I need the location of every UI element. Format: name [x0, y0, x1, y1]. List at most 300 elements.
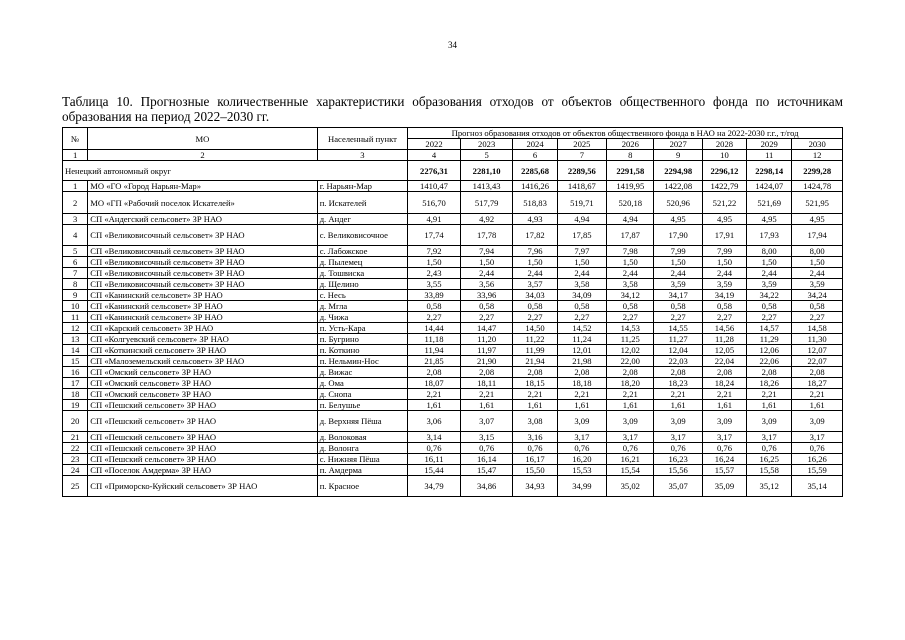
forecast-value: 22,03 [654, 356, 702, 367]
forecast-value: 0,58 [792, 301, 843, 312]
forecast-value: 14,58 [792, 323, 843, 334]
forecast-value: 2,27 [747, 312, 792, 323]
forecast-value: 1,61 [702, 400, 746, 411]
forecast-value: 2,21 [513, 389, 557, 400]
forecast-value: 3,15 [460, 432, 513, 443]
row-number: 5 [63, 246, 88, 257]
page-number: 34 [448, 40, 457, 50]
settlement-name: д. Тошвиска [317, 268, 408, 279]
forecast-value: 33,96 [460, 290, 513, 301]
settlement-name: д. Снопа [317, 389, 408, 400]
forecast-value: 11,30 [792, 334, 843, 345]
forecast-value: 14,47 [460, 323, 513, 334]
total-label: Ненецкий автономный округ [63, 161, 408, 181]
row-number: 1 [63, 181, 88, 192]
table-row [63, 432, 843, 443]
column-index-cell: 11 [747, 150, 792, 161]
forecast-value: 34,09 [557, 290, 606, 301]
total-value: 2276,31 [408, 161, 461, 181]
forecast-value: 18,11 [460, 378, 513, 389]
forecast-value: 520,18 [607, 192, 654, 214]
forecast-value: 520,96 [654, 192, 702, 214]
forecast-value: 518,83 [513, 192, 557, 214]
forecast-value: 16,14 [460, 454, 513, 465]
header-num: № [63, 128, 88, 150]
municipality-name: СП «Канинский сельсовет» ЗР НАО [88, 301, 317, 312]
forecast-value: 21,85 [408, 356, 461, 367]
forecast-value: 2,21 [654, 389, 702, 400]
total-value: 2296,12 [702, 161, 746, 181]
municipality-name: МО «ГП «Рабочий поселок Искателей» [88, 192, 317, 214]
forecast-value: 4,95 [654, 214, 702, 225]
forecast-value: 519,71 [557, 192, 606, 214]
table-row [63, 301, 843, 312]
forecast-value: 1,61 [747, 400, 792, 411]
forecast-value: 2,27 [460, 312, 513, 323]
forecast-value: 1,61 [654, 400, 702, 411]
forecast-value: 2,44 [513, 268, 557, 279]
forecast-value: 35,09 [702, 476, 746, 497]
row-number: 8 [63, 279, 88, 290]
forecast-value: 14,56 [702, 323, 746, 334]
header-settlement: Населенный пункт [317, 128, 408, 150]
header-year-2027: 2027 [654, 139, 702, 150]
municipality-name: СП «Поселок Амдерма» ЗР НАО [88, 465, 317, 476]
forecast-value: 17,85 [557, 225, 606, 246]
forecast-value: 2,21 [792, 389, 843, 400]
forecast-value: 8,00 [747, 246, 792, 257]
municipality-name: СП «Великовисочный сельсовет» ЗР НАО [88, 225, 317, 246]
forecast-value: 2,44 [460, 268, 513, 279]
forecast-value: 7,97 [557, 246, 606, 257]
forecast-value: 17,87 [607, 225, 654, 246]
forecast-value: 17,74 [408, 225, 461, 246]
forecast-value: 3,59 [747, 279, 792, 290]
row-number: 14 [63, 345, 88, 356]
forecast-value: 0,58 [408, 301, 461, 312]
forecast-value: 11,28 [702, 334, 746, 345]
municipality-name: СП «Андегский сельсовет» ЗР НАО [88, 214, 317, 225]
forecast-value: 34,86 [460, 476, 513, 497]
forecast-value: 1416,26 [513, 181, 557, 192]
settlement-name: п. Бугрино [317, 334, 408, 345]
forecast-value: 34,12 [607, 290, 654, 301]
municipality-name: СП «Омский сельсовет» ЗР НАО [88, 378, 317, 389]
row-number: 24 [63, 465, 88, 476]
forecast-value: 18,20 [607, 378, 654, 389]
table-row [63, 181, 843, 192]
forecast-value: 12,01 [557, 345, 606, 356]
forecast-value: 4,95 [702, 214, 746, 225]
header-year-2026: 2026 [607, 139, 654, 150]
settlement-name: с. Несь [317, 290, 408, 301]
forecast-value: 2,08 [513, 367, 557, 378]
forecast-value: 12,06 [747, 345, 792, 356]
forecast-value: 2,21 [747, 389, 792, 400]
table-row [63, 225, 843, 246]
forecast-value: 1,50 [557, 257, 606, 268]
municipality-name: СП «Приморско-Куйский сельсовет» ЗР НАО [88, 476, 317, 497]
forecast-value: 0,58 [747, 301, 792, 312]
settlement-name: д. Ома [317, 378, 408, 389]
settlement-name: п. Белушье [317, 400, 408, 411]
forecast-value: 3,17 [654, 432, 702, 443]
forecast-value: 3,58 [607, 279, 654, 290]
column-index-cell: 6 [513, 150, 557, 161]
total-row [63, 161, 843, 181]
forecast-value: 16,25 [747, 454, 792, 465]
municipality-name: СП «Омский сельсовет» ЗР НАО [88, 389, 317, 400]
header-row-1 [63, 128, 843, 139]
table-row [63, 192, 843, 214]
forecast-value: 0,58 [607, 301, 654, 312]
column-index-cell: 9 [654, 150, 702, 161]
forecast-value: 34,22 [747, 290, 792, 301]
forecast-value: 18,15 [513, 378, 557, 389]
row-number: 7 [63, 268, 88, 279]
table-row [63, 257, 843, 268]
forecast-value: 3,56 [460, 279, 513, 290]
municipality-name: СП «Пешский сельсовет» ЗР НАО [88, 400, 317, 411]
row-number: 21 [63, 432, 88, 443]
forecast-value: 2,21 [460, 389, 513, 400]
row-number: 11 [63, 312, 88, 323]
forecast-value: 2,08 [747, 367, 792, 378]
forecast-value: 3,17 [702, 432, 746, 443]
forecast-value: 15,56 [654, 465, 702, 476]
forecast-value: 2,44 [654, 268, 702, 279]
forecast-value: 0,58 [654, 301, 702, 312]
settlement-name: д. Щелино [317, 279, 408, 290]
forecast-value: 18,07 [408, 378, 461, 389]
forecast-value: 17,91 [702, 225, 746, 246]
forecast-value: 11,24 [557, 334, 606, 345]
municipality-name: СП «Пешский сельсовет» ЗР НАО [88, 432, 317, 443]
table-row [63, 323, 843, 334]
forecast-value: 22,06 [747, 356, 792, 367]
row-number: 13 [63, 334, 88, 345]
header-year-2029: 2029 [747, 139, 792, 150]
forecast-value: 2,27 [607, 312, 654, 323]
forecast-value: 4,92 [460, 214, 513, 225]
forecast-value: 0,58 [513, 301, 557, 312]
forecast-value: 21,90 [460, 356, 513, 367]
forecast-value: 521,95 [792, 192, 843, 214]
forecast-value: 7,94 [460, 246, 513, 257]
forecast-value: 17,93 [747, 225, 792, 246]
header-mo: МО [88, 128, 317, 150]
forecast-value: 2,27 [792, 312, 843, 323]
forecast-value: 1410,47 [408, 181, 461, 192]
forecast-value: 2,27 [654, 312, 702, 323]
forecast-value: 3,06 [408, 411, 461, 432]
forecast-value: 16,24 [702, 454, 746, 465]
forecast-value: 18,26 [747, 378, 792, 389]
table-row [63, 268, 843, 279]
forecast-value: 0,76 [654, 443, 702, 454]
table-row [63, 411, 843, 432]
forecast-value: 3,59 [654, 279, 702, 290]
forecast-value: 2,27 [513, 312, 557, 323]
settlement-name: п. Нельмин-Нос [317, 356, 408, 367]
row-number: 12 [63, 323, 88, 334]
forecast-value: 16,21 [607, 454, 654, 465]
municipality-name: СП «Омский сельсовет» ЗР НАО [88, 367, 317, 378]
forecast-value: 11,20 [460, 334, 513, 345]
forecast-value: 16,23 [654, 454, 702, 465]
forecast-value: 8,00 [792, 246, 843, 257]
forecast-value: 4,94 [557, 214, 606, 225]
forecast-value: 2,27 [702, 312, 746, 323]
forecast-value: 4,95 [747, 214, 792, 225]
forecast-value: 34,99 [557, 476, 606, 497]
row-number: 17 [63, 378, 88, 389]
forecast-value: 35,14 [792, 476, 843, 497]
row-number: 6 [63, 257, 88, 268]
column-index-cell: 4 [408, 150, 461, 161]
forecast-value: 0,76 [792, 443, 843, 454]
forecast-value: 14,57 [747, 323, 792, 334]
forecast-value: 1418,67 [557, 181, 606, 192]
forecast-value: 18,24 [702, 378, 746, 389]
forecast-value: 11,18 [408, 334, 461, 345]
forecast-value: 1,61 [607, 400, 654, 411]
municipality-name: СП «Канинский сельсовет» ЗР НАО [88, 312, 317, 323]
forecast-value: 3,17 [747, 432, 792, 443]
table-row [63, 476, 843, 497]
forecast-value: 1,61 [557, 400, 606, 411]
column-index-cell: 8 [607, 150, 654, 161]
table-row [63, 454, 843, 465]
forecast-value: 2,08 [460, 367, 513, 378]
forecast-value: 14,44 [408, 323, 461, 334]
forecast-value: 3,09 [654, 411, 702, 432]
header-year-2023: 2023 [460, 139, 513, 150]
forecast-value: 15,44 [408, 465, 461, 476]
forecast-value: 34,93 [513, 476, 557, 497]
column-index-cell: 2 [88, 150, 317, 161]
forecast-value: 11,22 [513, 334, 557, 345]
forecast-value: 0,58 [702, 301, 746, 312]
forecast-value: 2,08 [408, 367, 461, 378]
forecast-value: 2,44 [792, 268, 843, 279]
municipality-name: СП «Пешский сельсовет» ЗР НАО [88, 443, 317, 454]
total-value: 2299,28 [792, 161, 843, 181]
table-row [63, 356, 843, 367]
forecast-value: 3,07 [460, 411, 513, 432]
forecast-value: 18,27 [792, 378, 843, 389]
column-index-cell: 10 [702, 150, 746, 161]
total-value: 2285,68 [513, 161, 557, 181]
forecast-value: 1424,78 [792, 181, 843, 192]
forecast-value: 1,50 [792, 257, 843, 268]
settlement-name: д. Андег [317, 214, 408, 225]
forecast-value: 4,94 [607, 214, 654, 225]
forecast-value: 22,00 [607, 356, 654, 367]
forecast-value: 4,91 [408, 214, 461, 225]
forecast-value: 21,98 [557, 356, 606, 367]
forecast-value: 3,09 [747, 411, 792, 432]
forecast-value: 3,17 [607, 432, 654, 443]
table-row [63, 400, 843, 411]
municipality-name: СП «Великовисочный сельсовет» ЗР НАО [88, 268, 317, 279]
row-number: 10 [63, 301, 88, 312]
forecast-value: 22,04 [702, 356, 746, 367]
row-number: 9 [63, 290, 88, 301]
forecast-value: 1,50 [460, 257, 513, 268]
forecast-value: 14,50 [513, 323, 557, 334]
column-index-cell: 3 [317, 150, 408, 161]
settlement-name: п. Коткино [317, 345, 408, 356]
forecast-value: 516,70 [408, 192, 461, 214]
forecast-value: 3,17 [792, 432, 843, 443]
forecast-value: 15,50 [513, 465, 557, 476]
forecast-value: 2,08 [702, 367, 746, 378]
forecast-value: 18,23 [654, 378, 702, 389]
forecast-value: 2,44 [607, 268, 654, 279]
forecast-value: 7,99 [654, 246, 702, 257]
forecast-value: 2,44 [557, 268, 606, 279]
row-number: 3 [63, 214, 88, 225]
table-row [63, 389, 843, 400]
forecast-value: 1,50 [654, 257, 702, 268]
forecast-value: 3,09 [607, 411, 654, 432]
forecast-value: 1413,43 [460, 181, 513, 192]
forecast-value: 34,19 [702, 290, 746, 301]
municipality-name: СП «Великовисочный сельсовет» ЗР НАО [88, 279, 317, 290]
forecast-value: 34,03 [513, 290, 557, 301]
header-year-2024: 2024 [513, 139, 557, 150]
municipality-name: СП «Малоземельский сельсовет» ЗР НАО [88, 356, 317, 367]
forecast-value: 517,79 [460, 192, 513, 214]
forecast-value: 0,76 [513, 443, 557, 454]
municipality-name: СП «Карский сельсовет» ЗР НАО [88, 323, 317, 334]
forecast-value: 2,27 [408, 312, 461, 323]
municipality-name: СП «Коткинский сельсовет» ЗР НАО [88, 345, 317, 356]
forecast-value: 34,79 [408, 476, 461, 497]
table-row [63, 312, 843, 323]
forecast-value: 3,09 [557, 411, 606, 432]
settlement-name: д. Волонга [317, 443, 408, 454]
forecast-value: 11,99 [513, 345, 557, 356]
settlement-name: д. Чижа [317, 312, 408, 323]
forecast-value: 16,20 [557, 454, 606, 465]
table-row [63, 290, 843, 301]
forecast-value: 17,82 [513, 225, 557, 246]
table-row [63, 378, 843, 389]
forecast-value: 1424,07 [747, 181, 792, 192]
municipality-name: СП «Канинский сельсовет» ЗР НАО [88, 290, 317, 301]
row-number: 15 [63, 356, 88, 367]
municipality-name: МО «ГО «Город Нарьян-Мар» [88, 181, 317, 192]
table-row [63, 279, 843, 290]
forecast-value: 3,59 [792, 279, 843, 290]
row-number: 25 [63, 476, 88, 497]
settlement-name: п. Усть-Кара [317, 323, 408, 334]
settlement-name: д. Пылемец [317, 257, 408, 268]
table-row [63, 345, 843, 356]
forecast-value: 34,24 [792, 290, 843, 301]
forecast-value: 17,90 [654, 225, 702, 246]
row-number: 2 [63, 192, 88, 214]
forecast-value: 21,94 [513, 356, 557, 367]
row-number: 16 [63, 367, 88, 378]
forecast-value: 2,08 [654, 367, 702, 378]
forecast-value: 18,18 [557, 378, 606, 389]
forecast-value: 4,93 [513, 214, 557, 225]
forecast-value: 2,43 [408, 268, 461, 279]
forecast-value: 15,54 [607, 465, 654, 476]
forecast-value: 7,96 [513, 246, 557, 257]
table-row [63, 334, 843, 345]
forecast-value: 1,61 [792, 400, 843, 411]
row-number: 18 [63, 389, 88, 400]
settlement-name: д. Мгла [317, 301, 408, 312]
settlement-name: г. Нарьян-Мар [317, 181, 408, 192]
forecast-value: 3,14 [408, 432, 461, 443]
forecast-value: 521,69 [747, 192, 792, 214]
total-value: 2281,10 [460, 161, 513, 181]
settlement-name: с. Великовисочное [317, 225, 408, 246]
settlement-name: с. Нижняя Пёша [317, 454, 408, 465]
settlement-name: п. Красное [317, 476, 408, 497]
forecast-value: 1422,79 [702, 181, 746, 192]
forecast-value: 1,50 [513, 257, 557, 268]
forecast-value: 7,99 [702, 246, 746, 257]
table-row [63, 246, 843, 257]
waste-forecast-table [62, 127, 843, 497]
forecast-value: 33,89 [408, 290, 461, 301]
forecast-value: 2,08 [607, 367, 654, 378]
forecast-value: 521,22 [702, 192, 746, 214]
forecast-value: 1,61 [513, 400, 557, 411]
municipality-name: СП «Колгуевский сельсовет» ЗР НАО [88, 334, 317, 345]
forecast-value: 15,47 [460, 465, 513, 476]
forecast-value: 3,58 [557, 279, 606, 290]
forecast-value: 3,09 [792, 411, 843, 432]
forecast-value: 11,97 [460, 345, 513, 356]
table-row [63, 367, 843, 378]
forecast-value: 7,92 [408, 246, 461, 257]
forecast-value: 16,26 [792, 454, 843, 465]
forecast-value: 2,44 [702, 268, 746, 279]
forecast-value: 14,52 [557, 323, 606, 334]
forecast-value: 11,29 [747, 334, 792, 345]
forecast-value: 1,50 [747, 257, 792, 268]
forecast-value: 1,61 [408, 400, 461, 411]
forecast-value: 3,17 [557, 432, 606, 443]
total-value: 2289,56 [557, 161, 606, 181]
total-value: 2298,14 [747, 161, 792, 181]
forecast-value: 12,04 [654, 345, 702, 356]
forecast-value: 1,61 [460, 400, 513, 411]
total-value: 2291,58 [607, 161, 654, 181]
forecast-value: 14,53 [607, 323, 654, 334]
column-index-row [63, 150, 843, 161]
forecast-value: 35,12 [747, 476, 792, 497]
forecast-value: 3,57 [513, 279, 557, 290]
table-row [63, 465, 843, 476]
forecast-value: 2,27 [557, 312, 606, 323]
forecast-value: 35,02 [607, 476, 654, 497]
table-row [63, 214, 843, 225]
total-value: 2294,98 [654, 161, 702, 181]
forecast-value: 0,76 [607, 443, 654, 454]
municipality-name: СП «Великовисочный сельсовет» ЗР НАО [88, 246, 317, 257]
forecast-value: 35,07 [654, 476, 702, 497]
forecast-value: 2,44 [747, 268, 792, 279]
forecast-value: 11,27 [654, 334, 702, 345]
